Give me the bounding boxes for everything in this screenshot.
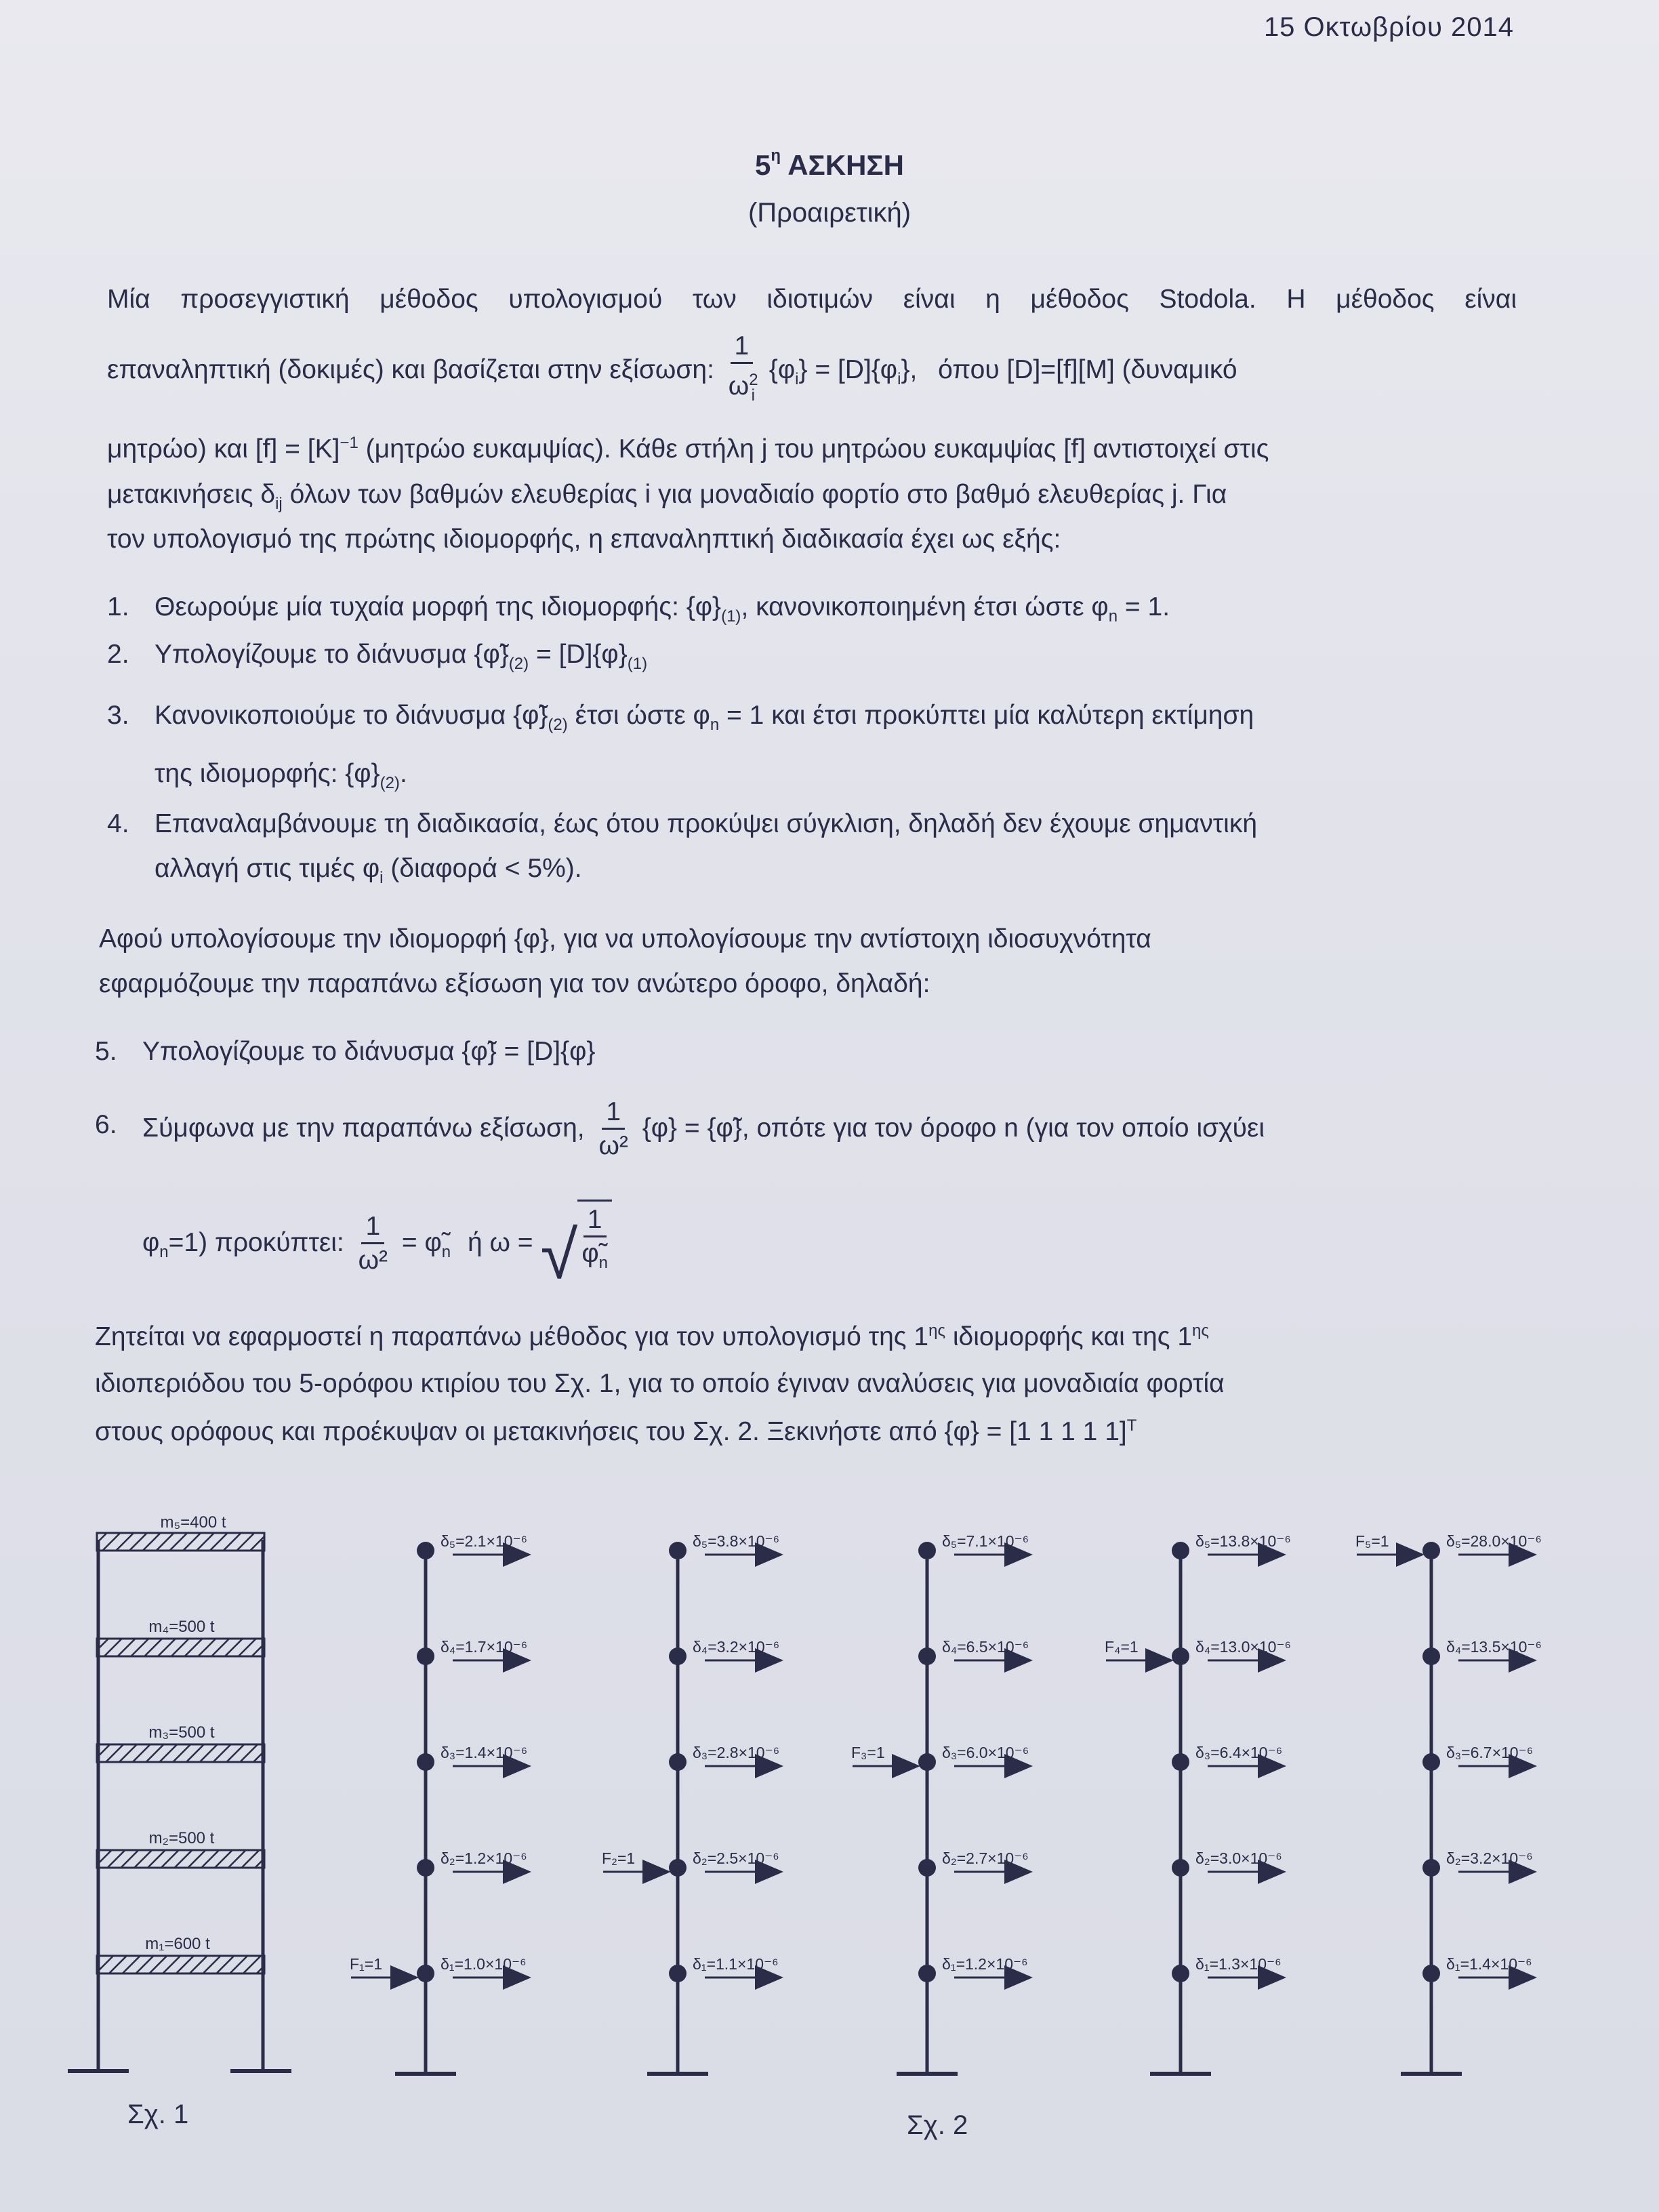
column-4-node-4	[1172, 1647, 1189, 1665]
column-2-node-4	[669, 1647, 687, 1665]
column-5-node-1	[1422, 1965, 1440, 1982]
displacement-label: δ₁=1.2×10⁻⁶	[942, 1955, 1028, 1973]
column-1-node-1	[417, 1965, 434, 1982]
displacement-label: δ₅=2.1×10⁻⁶	[441, 1532, 528, 1550]
displacement-label: δ₂=1.2×10⁻⁶	[441, 1849, 527, 1867]
displacement-label: δ₄=13.0×10⁻⁶	[1195, 1638, 1292, 1656]
column-2-node-1	[669, 1965, 687, 1982]
intro-line-3-sup: −1	[340, 434, 359, 452]
mass-label-5: m₅=400 t	[160, 1513, 226, 1532]
displacement-label: δ₁=1.3×10⁻⁶	[1195, 1955, 1282, 1973]
exercise-subtitle: (Προαιρετική)	[747, 198, 912, 228]
column-3-node-5	[918, 1542, 936, 1559]
intro-line-3-text: μητρώο) και [f] = [K]	[107, 434, 340, 464]
mass-label-4: m₄=500 t	[148, 1618, 215, 1636]
step-2-number: 2.	[107, 640, 129, 669]
displacement-columns	[350, 1532, 1542, 2074]
floor-slab-1	[97, 1956, 264, 1973]
step-4-text: Επαναλαμβάνουμε τη διαδικασία, έως ότου προκύψει σύγκλιση, δηλαδή δεν έχουμε σημαντική	[155, 809, 1258, 838]
step-6-text: Σύμφωνα με την παραπάνω εξίσωση, $\frac{1}{\text{ω²}}$ {φ} = {φ̃}, οπότε για τον όροφο n (για τον οποίο ισχύει	[142, 1097, 1265, 1162]
column-4-node-2	[1172, 1859, 1189, 1877]
step-3-number: 3.	[107, 701, 129, 730]
displacement-label: δ₄=3.2×10⁻⁶	[693, 1638, 780, 1656]
eigen-equation-fraction: $\frac{1}{\omega^2_i}$	[728, 331, 758, 405]
column-5-node-4	[1422, 1647, 1440, 1665]
column-5-node-5	[1422, 1542, 1440, 1559]
floor-slab-5	[97, 1533, 264, 1551]
displacement-label: δ₃=1.4×10⁻⁶	[441, 1744, 528, 1761]
displacement-label: δ₁=1.4×10⁻⁶	[1446, 1955, 1532, 1973]
floor-slab-3	[97, 1744, 264, 1762]
intro-line-2: επαναληπτική (δοκιμές) και βασίζεται στην εξίσωση: $\frac{1}{\omega^2_i}$ $\{\varphi_i\} = [D]\{\varphi_i\}$, όπου [D]=[f][M] (δυναμικό	[107, 331, 1237, 412]
frequency-fraction: $\frac{1}{\text{ω²}}$	[358, 1212, 388, 1275]
displacement-label: δ₅=3.8×10⁻⁶	[693, 1532, 780, 1550]
exercise-number-sup: η	[771, 146, 781, 165]
load-label: F₁=1	[350, 1955, 383, 1973]
eigen-equation-end: },	[901, 355, 918, 385]
column-5-node-3	[1422, 1753, 1440, 1771]
frequency-equation: $\varphi_n=1$) προκύπτει: $\frac{1}{\text{ω²}}$ = $\varphĩ_n$ ή ω = √ $\frac{1}{\varphĩ_n}$	[142, 1200, 612, 1289]
column-1-node-5	[417, 1542, 434, 1559]
column-2-node-3	[669, 1753, 687, 1771]
middle-line-1: Αφού υπολογίσουμε την ιδιομορφή {φ}, για να υπολογίσουμε την αντίστοιχη ιδιοσυχνότητα	[99, 924, 1151, 954]
column-3-node-2	[918, 1859, 936, 1877]
step-2-text: Υπολογίζουμε το διάνυσμα $\{\varphĩ\}_{(2)} = [D]\{\varphi\}_{(1)}$	[155, 640, 648, 673]
displacement-label: δ₄=6.5×10⁻⁶	[942, 1638, 1029, 1656]
exercise-title-text: ΑΣΚΗΣΗ	[787, 149, 904, 181]
step-3-text: Κανονικοποιούμε το διάνυσμα $\{\varphĩ\}_{(2)}$ έτσι ώστε $\varphi_n = 1$ και έτσι προκύπτει μία καλύτερη εκτίμηση	[155, 701, 1254, 734]
task-line-3: στους ορόφους και προέκυψαν οι μετακινήσεις του Σχ. 2. Ξεκινήστε από {φ} = [1 1 1 1 1]$^T$	[95, 1416, 1137, 1446]
eigen-equation-rhs: } = [D]{φ	[798, 355, 898, 385]
column-2-node-2	[669, 1859, 687, 1877]
square-root: √ $\frac{1}{\varphĩ_n}$	[540, 1200, 612, 1289]
intro-line-1: Μία προσεγγιστική μέθοδος υπολογισμού των ιδιοτιμών είναι η μέθοδος Stodola. Η μέθοδος είναι	[107, 285, 1517, 314]
displacement-label: δ₁=1.0×10⁻⁶	[441, 1955, 527, 1973]
column-3-node-3	[918, 1753, 936, 1771]
column-4-node-3	[1172, 1753, 1189, 1771]
intro-line-4-tail: όλων των βαθμών ελευθερίας i για μοναδιαίο φορτίο στο βαθμό ελευθερίας j. Για	[289, 480, 1227, 509]
floor-slab-4	[97, 1639, 264, 1656]
column-2-node-5	[669, 1542, 687, 1559]
displacement-label: δ₂=3.2×10⁻⁶	[1446, 1849, 1533, 1867]
mass-label-2: m₂=500 t	[148, 1829, 215, 1847]
floor-slab-2	[97, 1850, 264, 1868]
displacement-label: δ₄=13.5×10⁻⁶	[1446, 1638, 1542, 1656]
step-1-number: 1.	[107, 592, 129, 621]
document-date: 15 Οκτωβρίου 2014	[1263, 12, 1514, 42]
displacement-label: δ₂=3.0×10⁻⁶	[1195, 1849, 1282, 1867]
column-1-node-2	[417, 1859, 434, 1877]
building-frame	[68, 1513, 291, 2071]
column-3-node-4	[918, 1647, 936, 1665]
displacement-label: δ₁=1.1×10⁻⁶	[693, 1955, 779, 1973]
figures-svg	[0, 1491, 1659, 2212]
column-4-node-5	[1172, 1542, 1189, 1559]
displacement-label: δ₃=6.7×10⁻⁶	[1446, 1744, 1534, 1761]
displacement-label: δ₅=28.0×10⁻⁶	[1446, 1532, 1542, 1550]
exercise-number: 5	[755, 149, 771, 181]
step-5-number: 5.	[95, 1037, 117, 1066]
displacement-label: δ₃=6.0×10⁻⁶	[942, 1744, 1029, 1761]
intro-line-3	[107, 434, 1269, 464]
displacement-label: δ₂=2.5×10⁻⁶	[693, 1849, 779, 1867]
figure-1-caption: Σχ. 1	[127, 2100, 189, 2129]
figure-2-caption: Σχ. 2	[907, 2110, 968, 2140]
displacement-label: δ₂=2.7×10⁻⁶	[942, 1849, 1029, 1867]
middle-line-2: εφαρμόζουμε την παραπάνω εξίσωση για τον ανώτερο όροφο, δηλαδή:	[99, 969, 930, 998]
eigen-fraction-denominator: ω	[728, 371, 750, 401]
column-1-node-3	[417, 1753, 434, 1771]
displacement-label: δ₃=2.8×10⁻⁶	[693, 1744, 780, 1761]
task-line-1: Ζητείται να εφαρμοστεί η παραπάνω μέθοδος για τον υπολογισμό της $1^{\eta\varsigma}$ ιδιομορφής και της $1^{\eta\varsigma}$	[95, 1322, 1209, 1351]
intro-line-2-tail: όπου [D]=[f][M] (δυναμικό	[938, 355, 1237, 385]
load-label: F₂=1	[602, 1849, 636, 1867]
step-6-fraction: $\frac{1}{\text{ω²}}$	[598, 1097, 628, 1160]
column-5-node-2	[1422, 1859, 1440, 1877]
step-4-number: 4.	[107, 809, 129, 838]
displacement-label: δ₅=7.1×10⁻⁶	[942, 1532, 1029, 1550]
step-1-text: Θεωρούμε μία τυχαία μορφή της ιδιομορφής: $\{\varphi\}_{(1)}$, κανονικοποιημένη έτσι ώστε $\varphi_n = 1$.	[155, 592, 1170, 626]
load-label: F₅=1	[1355, 1532, 1389, 1550]
intro-line-4-text: μετακινήσεις δ	[107, 480, 276, 509]
step-6-number: 6.	[95, 1110, 117, 1139]
mass-label-1: m₁=600 t	[145, 1935, 210, 1953]
displacement-label: δ₅=13.8×10⁻⁶	[1195, 1532, 1291, 1550]
column-4-node-1	[1172, 1965, 1189, 1982]
intro-line-4-sub: ij	[275, 494, 283, 513]
intro-line-4	[107, 480, 1227, 514]
intro-line-3-tail: (μητρώο ευκαμψίας). Κάθε στήλη j του μητρώου ευκαμψίας [f] αντιστοιχεί στις	[365, 434, 1269, 464]
column-3-node-1	[918, 1965, 936, 1982]
displacement-label: δ₃=6.4×10⁻⁶	[1195, 1744, 1283, 1761]
load-label: F₃=1	[851, 1744, 885, 1761]
load-label: F₄=1	[1105, 1638, 1139, 1656]
eigen-equation-lhs: {φ	[769, 355, 796, 385]
task-line-2: ιδιοπεριόδου του 5-ορόφου κτιρίου του Σχ. 1, για το οποίο έγιναν αναλύσεις για μοναδιαία φορτία	[95, 1369, 1225, 1398]
document-page: 15 Οκτωβρίου 2014 $5^\eta$ ΑΣΚΗΣΗ (Προαιρετική) Μία προσεγγιστική μέθοδος υπολογισμού των ιδιοτιμών είναι η μέθοδος Stodola. Η μέθοδος είναι επαναληπτική (δοκιμές) και βασίζεται στην εξίσωση: $\frac{1}{\omega^2_i}$ $\{\varphi_i\} = [D]\{\varphi_i\}$, όπου [D]=[f][M] (δυναμικό μητρώο) και $[f] = [K]^{-1}$ (μητρώο ευκαμψίας). Κάθε στήλη j του μητρώου ευκαμψίας [f] αντιστοιχεί στις μετακινήσεις $\delta_{ij}$ όλων των βαθμών ελευθερίας i για μοναδιαίο φορτίο στο βαθμό ελευθερίας j. Για τον υπολογισμό της πρώτης ιδιομορφής, η επαναληπτική διαδικασία έχει ως εξής: 1. Θεωρούμε μία τυχαία μορφή της ιδιομορφής: $\{\varphi\}_{(1)}$, κανονικοποιημένη έτσι ώστε $\varphi_n = 1$. 2. Υπολογίζουμε το διάνυσμα $\{\varphĩ\}_{(2)} = [D]\{\varphi\}_{(1)}$ 3. Κανονικοποιούμε το διάνυσμα $\{\varphĩ\}_{(2)}$ έτσι ώστε $\varphi_n = 1$ και έτσι προκύπτει μία καλύτερη εκτίμηση της ιδιομορφής: $\{\varphi\}_{(2)}$. 4. Επαναλαμβάνουμε τη διαδικασία, έως ότου προκύψει σύγκλιση, δηλαδή δεν έχουμε σημαντική αλλαγή στις τιμές $\varphi_i$ (διαφορά < 5%). Αφού υπολογίσουμε την ιδιομορφή {φ}, για να υπολογίσουμε την αντίστοιχη ιδιοσυχνότητα εφαρμόζουμε την παραπάνω εξίσωση για τον ανώτερο όροφο, δηλαδή: 5. Υπολογίζουμε το διάνυσμα {φ̃} = [D]{φ} 6. Σύμφωνα με την παραπάνω εξίσωση, $\frac{1}{\text{ω²}}$ {φ} = {φ̃}, οπότε για τον όροφο n (για τον οποίο ισχύει $\varphi_n=1$) προκύπτει: $\frac{1}{\text{ω²}}$ = $\varphĩ_n$ ή ω = √ $\frac{1}{\varphĩ_n}$ Ζητείται να εφαρμοστεί η παραπάνω μέθοδος για τον υπολογισμό της $1^{\eta\varsigma}$ ιδιομορφής και της $1^{\eta\varsigma}$ ιδιοπεριόδου του 5-ορόφου κτιρίου του Σχ. 1, για το οποίο έγιναν αναλύσεις για μοναδιαία φορτία στους ορόφους και προέκυψαν οι μετακινήσεις του Σχ. 2. Ξεκινήστε από {φ} = [1 1 1 1 1]$^T$ m₅=400 t m₄=500 t m₃=500 t m₂=500 t m₁=600 t δ₅=2.1×10⁻⁶ δ₄=1.7×10⁻⁶ δ₃=1.4×10⁻⁶ δ₂=1.2×10⁻⁶ δ₁=1.0×10⁻⁶ F₁=1 δ₅=3.8×10⁻⁶ δ₄=3.2×10⁻⁶ δ₃=2.8×10⁻⁶ δ₂=2.5×10⁻⁶ δ₁=1.1×10⁻⁶ F₂=1 δ₅=7.1×10⁻⁶ δ₄=6.5×10⁻⁶ δ₃=6.0×10⁻⁶ δ₂=2.7×10⁻⁶ δ₁=1.2×10⁻⁶ F₃=1 δ₅=13.8×10⁻⁶ δ₄=13.0×10⁻⁶ δ₃=6.4×10⁻⁶ δ₂=3.0×10⁻⁶ δ₁=1.3×10⁻⁶ F₄=1 δ₅=28.0×10⁻⁶ δ₄=13.5×10⁻⁶ δ₃=6.7×10⁻⁶ δ₂=3.2×10⁻⁶ δ₁=1.4×10⁻⁶ F₅=1 Σχ. 1 Σχ. 2	[0, 0, 1659, 2212]
displacement-label: δ₄=1.7×10⁻⁶	[441, 1638, 528, 1656]
step-5-text: Υπολογίζουμε το διάνυσμα {φ̃} = [D]{φ}	[142, 1037, 596, 1066]
mass-label-3: m₃=500 t	[148, 1723, 215, 1742]
exercise-title	[0, 146, 1659, 182]
eigen-fraction-numerator: 1	[731, 331, 754, 364]
intro-line-5: τον υπολογισμό της πρώτης ιδιομορφής, η επαναληπτική διαδικασία έχει ως εξής:	[107, 525, 1061, 554]
intro-line-2-text: επαναληπτική (δοκιμές) και βασίζεται στην εξίσωση:	[107, 355, 714, 385]
column-1-node-4	[417, 1647, 434, 1665]
